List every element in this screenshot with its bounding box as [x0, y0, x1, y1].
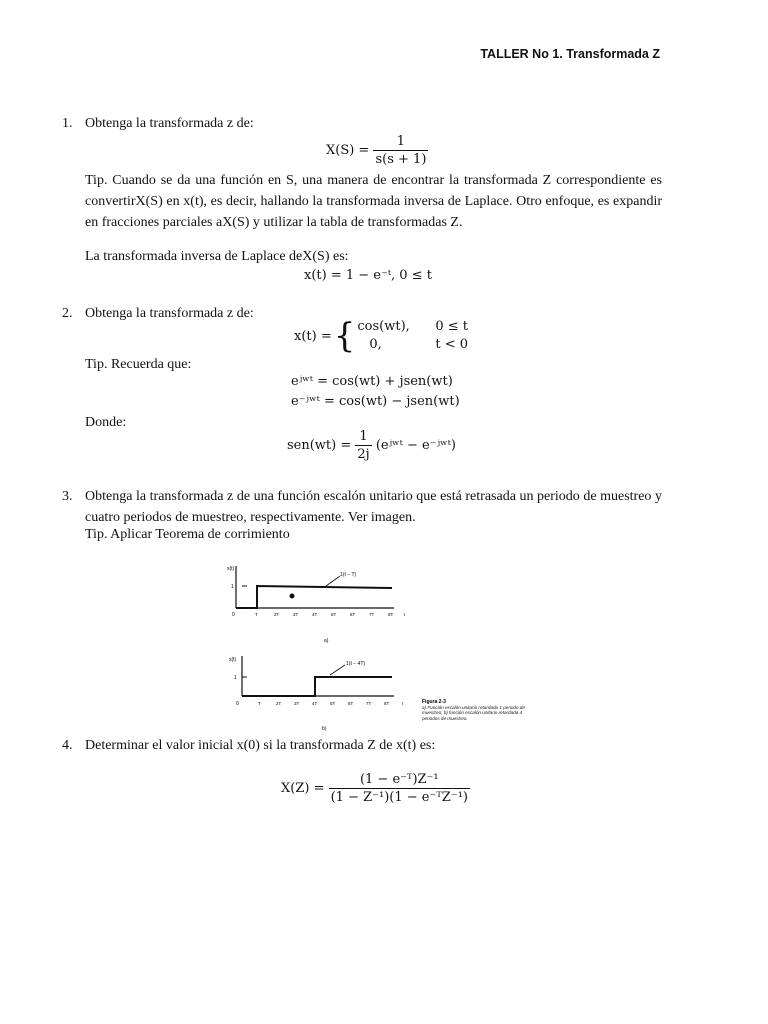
q3-prompt: Obtenga la transformada z de una función escalón unitario que está retrasada un periodo de muestreo y cuatro periodos de muestreo, respectivamente. Ver imagen. — [85, 489, 662, 525]
q2-tip: Tip. Recuerda que: — [85, 357, 192, 372]
q2-sen-fraction — [355, 428, 371, 463]
q1-eq-numerator: 1 — [373, 133, 428, 151]
q2-cases — [357, 318, 468, 354]
plot-a-ticks — [255, 612, 406, 617]
plot-b-y-label: x(t) — [229, 657, 237, 663]
q1-number: 1. — [62, 116, 73, 131]
tick-label: T — [258, 701, 261, 706]
figure-caption-title: Figura 2-3 — [422, 699, 446, 705]
q1-eq-fraction — [373, 133, 428, 168]
plot-a-step-line — [236, 586, 392, 608]
tick-label: 7T — [366, 701, 372, 706]
left-brace: { — [333, 316, 356, 356]
q1-equation — [326, 133, 428, 168]
plot-a-zero: 0 — [232, 612, 235, 618]
q2-number: 2. — [62, 306, 73, 321]
q3-tip: Tip. Aplicar Teorema de corrimiento — [85, 527, 290, 542]
tick-label: 4T — [312, 612, 318, 617]
plot-b-ticks — [258, 701, 404, 706]
q2-prompt: Obtenga la transformada z de: — [85, 306, 254, 321]
tick-label: 3T — [293, 612, 299, 617]
t-label: t — [402, 701, 404, 706]
q4-eq-lhs: X(Z) = — [281, 781, 325, 796]
q1-inverse-text: La transformada inversa de Laplace deX(S) es: — [85, 249, 349, 264]
q4-prompt: Determinar el valor inicial x(0) si la transformada Z de x(t) es: — [85, 738, 436, 753]
plot-b-label-pointer — [330, 665, 345, 675]
tick-label: 6T — [350, 612, 356, 617]
document-header: TALLER No 1. Transformada Z — [480, 47, 660, 61]
tick-label: 2T — [274, 612, 280, 617]
plot-b-label: 1(t − 4T) — [346, 661, 366, 667]
q2-sen-denominator: 2j — [357, 447, 370, 462]
figure-caption-text: a) Función escalón unitario retardada 1 periodo de muestreo; b) función escalón unitario retardada 4 periodos de muestreo. — [422, 705, 525, 721]
tick-label: T — [255, 612, 258, 617]
q2-eq-lhs: x(t) = — [294, 328, 332, 344]
q2-sen-equation — [287, 428, 456, 463]
q2-case1-cond: 0 ≤ t — [435, 319, 469, 334]
plot-a-one: 1 — [231, 584, 234, 590]
step-function-figure — [226, 562, 526, 732]
tick-label: 6T — [348, 701, 354, 706]
q2-case2-expr: 0, — [369, 337, 382, 352]
q1-eq-denominator: s(s + 1) — [375, 152, 427, 167]
tick-label: 5T — [330, 701, 336, 706]
plot-a-label: 1(t − T) — [340, 572, 357, 578]
q2-sen-numerator: 1 — [355, 428, 371, 446]
plot-a — [227, 566, 406, 644]
tick-label: 2T — [276, 701, 282, 706]
tick-label: 5T — [331, 612, 337, 617]
tick-label: 8T — [384, 701, 390, 706]
plot-b-step-line — [242, 677, 392, 696]
q4-number: 4. — [62, 738, 73, 753]
q2-euler-1: eʲʷᵗ = cos(wt) + jsen(wt) — [291, 374, 453, 389]
q4-eq-denominator: (1 − Z⁻¹)(1 − e⁻ᵀZ⁻¹) — [330, 790, 468, 805]
plot-b-part-label: b) — [322, 726, 327, 732]
q4-eq-numerator: (1 − e⁻ᵀ)Z⁻¹ — [329, 771, 470, 789]
tick-label: 8T — [388, 612, 394, 617]
plot-a-dot — [290, 594, 295, 599]
plot-a-label-pointer — [326, 576, 340, 586]
tick-label: 7T — [369, 612, 375, 617]
plot-a-y-label: x(t) — [227, 566, 235, 572]
tick-label: 4T — [312, 701, 318, 706]
q1-prompt: Obtenga la transformada z de: — [85, 116, 254, 131]
plot-b — [229, 656, 404, 732]
q2-case2-cond: t < 0 — [435, 337, 469, 352]
q3-number: 3. — [62, 489, 73, 504]
q1-tip: Tip. Cuando se da una función en S, una manera de encontrar la transformada Z correspondiente es convertirX(S) en x(t), es decir, hallando la transformada inversa de Laplace. Otro enfoque, es expandir en fracciones parciales aX(S) y utilizar la tabla de transformadas Z. — [85, 173, 662, 230]
q2-donde: Donde: — [85, 415, 127, 430]
q2-sen-lhs: sen(wt) = — [287, 438, 352, 453]
plot-a-part-label: a) — [324, 638, 329, 644]
q4-equation — [281, 771, 470, 806]
plot-b-zero: 0 — [236, 701, 239, 707]
plot-b-one: 1 — [234, 675, 237, 681]
q2-case1-expr: cos(wt), — [357, 319, 410, 334]
q1-eq-lhs: X(S) = — [326, 143, 370, 158]
tick-label: 3T — [294, 701, 300, 706]
q2-piecewise-equation — [294, 318, 468, 354]
q4-eq-fraction — [329, 771, 470, 806]
t-label: t — [404, 612, 406, 617]
q1-inverse-equation: x(t) = 1 − e⁻ᵗ, 0 ≤ t — [304, 268, 432, 283]
q2-euler-2: e⁻ʲʷᵗ = cos(wt) − jsen(wt) — [291, 394, 460, 409]
q2-sen-rhs: (eʲʷᵗ − e⁻ʲʷᵗ) — [375, 438, 456, 453]
